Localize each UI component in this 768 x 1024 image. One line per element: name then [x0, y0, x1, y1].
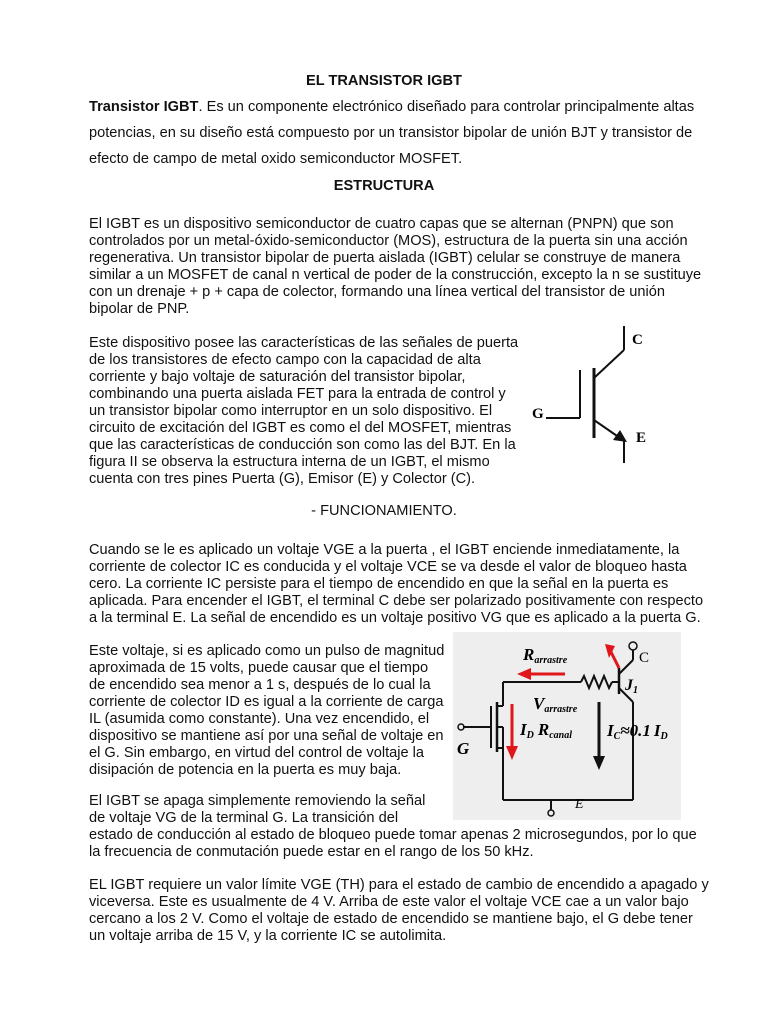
- paragraph-line: EL IGBT requiere un valor límite VGE (TH) para el estado de cambio de encendido a apagado y: [89, 877, 709, 893]
- paragraph-line: de encendido sea menor a 1 s, después de lo cual la: [89, 677, 431, 693]
- paragraph-line: cuenta con tres pines Puerta (G), Emisor (E) y Colector (C).: [89, 471, 476, 487]
- paragraph-line: de los transistores de efecto campo con la capacidad de alta: [89, 352, 481, 368]
- paragraph-line: Este dispositivo posee las características de las señales de puerta: [89, 335, 519, 351]
- paragraph-line: corriente y bajo voltaje de saturación del transistor bipolar,: [89, 369, 466, 385]
- paragraph-line: aproximada de 15 volts, puede causar que el tiempo: [89, 660, 429, 676]
- paragraph-line: bipolar de PNP.: [89, 301, 190, 317]
- collector-diagonal: [594, 350, 624, 378]
- intro-line-2: potencias, en su diseño está compuesto por un transistor bipolar de unión BJT y transistor de: [89, 125, 693, 141]
- heading-funcionamiento: - FUNCIONAMIENTO.: [311, 503, 457, 519]
- paragraph-line: IL (asumida como constante). Una vez encendido, el: [89, 711, 430, 727]
- paragraph-line: disipación de potencia en la puerta es muy baja.: [89, 762, 402, 778]
- paragraph-line: controlados por un metal-óxido-semiconductor (MOS), estructura de la puerta sin una acción: [89, 233, 688, 249]
- paragraph-line: corriente de colector IC es conducida y el voltaje VCE se va desde el valor de bloqueo hasta: [89, 559, 687, 575]
- paragraph-line: la frecuencia de conmutación puede estar en el rango de los 50 kHz.: [89, 844, 534, 860]
- paragraph-line: corriente de colector ID es igual a la corriente de carga: [89, 694, 444, 710]
- label-g-terminal: G: [457, 739, 470, 758]
- paragraph-line: Este voltaje, si es aplicado como un pulso de magnitud: [89, 643, 445, 659]
- label-j1: J1: [625, 677, 638, 696]
- label-e-terminal: E: [575, 797, 584, 812]
- document-title: EL TRANSISTOR IGBT: [306, 73, 462, 89]
- paragraph-line: un transistor bipolar como interruptor en un solo dispositivo. El: [89, 403, 493, 419]
- intro-term: Transistor IGBT: [89, 99, 199, 115]
- paragraph-line: cercano a los 2 V. Como el voltaje de estado de encendido se mantiene bajo, el G debe tener: [89, 911, 693, 927]
- intro-line-1: [89, 94, 694, 120]
- label-id-rcanal: ID Rcanal: [520, 720, 572, 741]
- paragraph-line: con un drenaje + p + capa de colector, formando una línea vertical del transistor de unión: [89, 284, 666, 300]
- paragraph-line: Cuando se le es aplicado un voltaje VGE a la puerta , el IGBT enciende inmediatamente, la: [89, 542, 680, 558]
- paragraph-line: de voltaje VG de la terminal G. La transición del: [89, 810, 399, 826]
- paragraph-line: El IGBT se apaga simplemente removiendo la señal: [89, 793, 426, 809]
- paragraph-line: similar a un MOSFET de canal n vertical de poder de la construcción, excepto la n se sustituye: [89, 267, 702, 283]
- paragraph-line: que las características de conducción son como las del BJT. En la: [89, 437, 516, 453]
- label-v-arrastre: Varrastre: [533, 694, 578, 715]
- emitter-diagonal: [594, 420, 620, 438]
- paragraph-line: el G. Sin embargo, en virtud del control de voltaje la: [89, 745, 425, 761]
- paragraph-line: dispositivo se mantiene así por una señal de voltaje en: [89, 728, 444, 744]
- paragraph-line: combinando una puerta aislada FET para la entrada de control y: [89, 386, 506, 402]
- paragraph-line: viceversa. Este es usualmente de 4 V. Arriba de este valor el voltaje VCE cae a un valor bajo: [89, 894, 689, 910]
- label-c: C: [632, 332, 643, 348]
- label-c-terminal: C: [639, 650, 650, 666]
- heading-estructura: ESTRUCTURA: [333, 178, 435, 194]
- paragraph-line: cero. La corriente IC persiste para el tiempo de encendido en que la señal en la puerta es: [89, 576, 669, 592]
- igbt-equivalent-circuit: [453, 632, 681, 820]
- paragraph-line: circuito de excitación del IGBT es como el del MOSFET, mientras: [89, 420, 512, 436]
- intro-line-3: efecto de campo de metal oxido semiconductor MOSFET.: [89, 151, 463, 167]
- paragraph-line: aplicada. Para encender el IGBT, el terminal C debe ser polarizado positivamente con respecto: [89, 593, 704, 609]
- paragraph-line: regenerativa. Un transistor bipolar de puerta aislada (IGBT) celular se construye de manera: [89, 250, 681, 266]
- paragraph-line: figura II se observa la estructura interna de un IGBT, el mismo: [89, 454, 490, 470]
- paragraph-line: un voltaje arriba de 15 V, y la corriente IC se autolimita.: [89, 928, 447, 944]
- label-r-arrastre: Rarrastre: [523, 645, 568, 666]
- paragraph-line: estado de conducción al estado de bloqueo puede tomar apenas 2 microsegundos, por lo que: [89, 827, 697, 843]
- paragraph-line: a la terminal E. La señal de encendido es un voltaje positivo VG que es aplicado a la puerta G.: [89, 610, 701, 626]
- label-g: G: [532, 406, 544, 422]
- intro-text: . Es un componente electrónico diseñado para controlar principalmente altas: [198, 99, 695, 115]
- paragraph-line: El IGBT es un dispositivo semiconductor de cuatro capas que se alternan (PNPN) que son: [89, 216, 674, 232]
- label-e: E: [636, 430, 647, 446]
- label-ic-relation: IC≈0.1 ID: [607, 721, 668, 742]
- igbt-symbol-diagram: [528, 320, 658, 470]
